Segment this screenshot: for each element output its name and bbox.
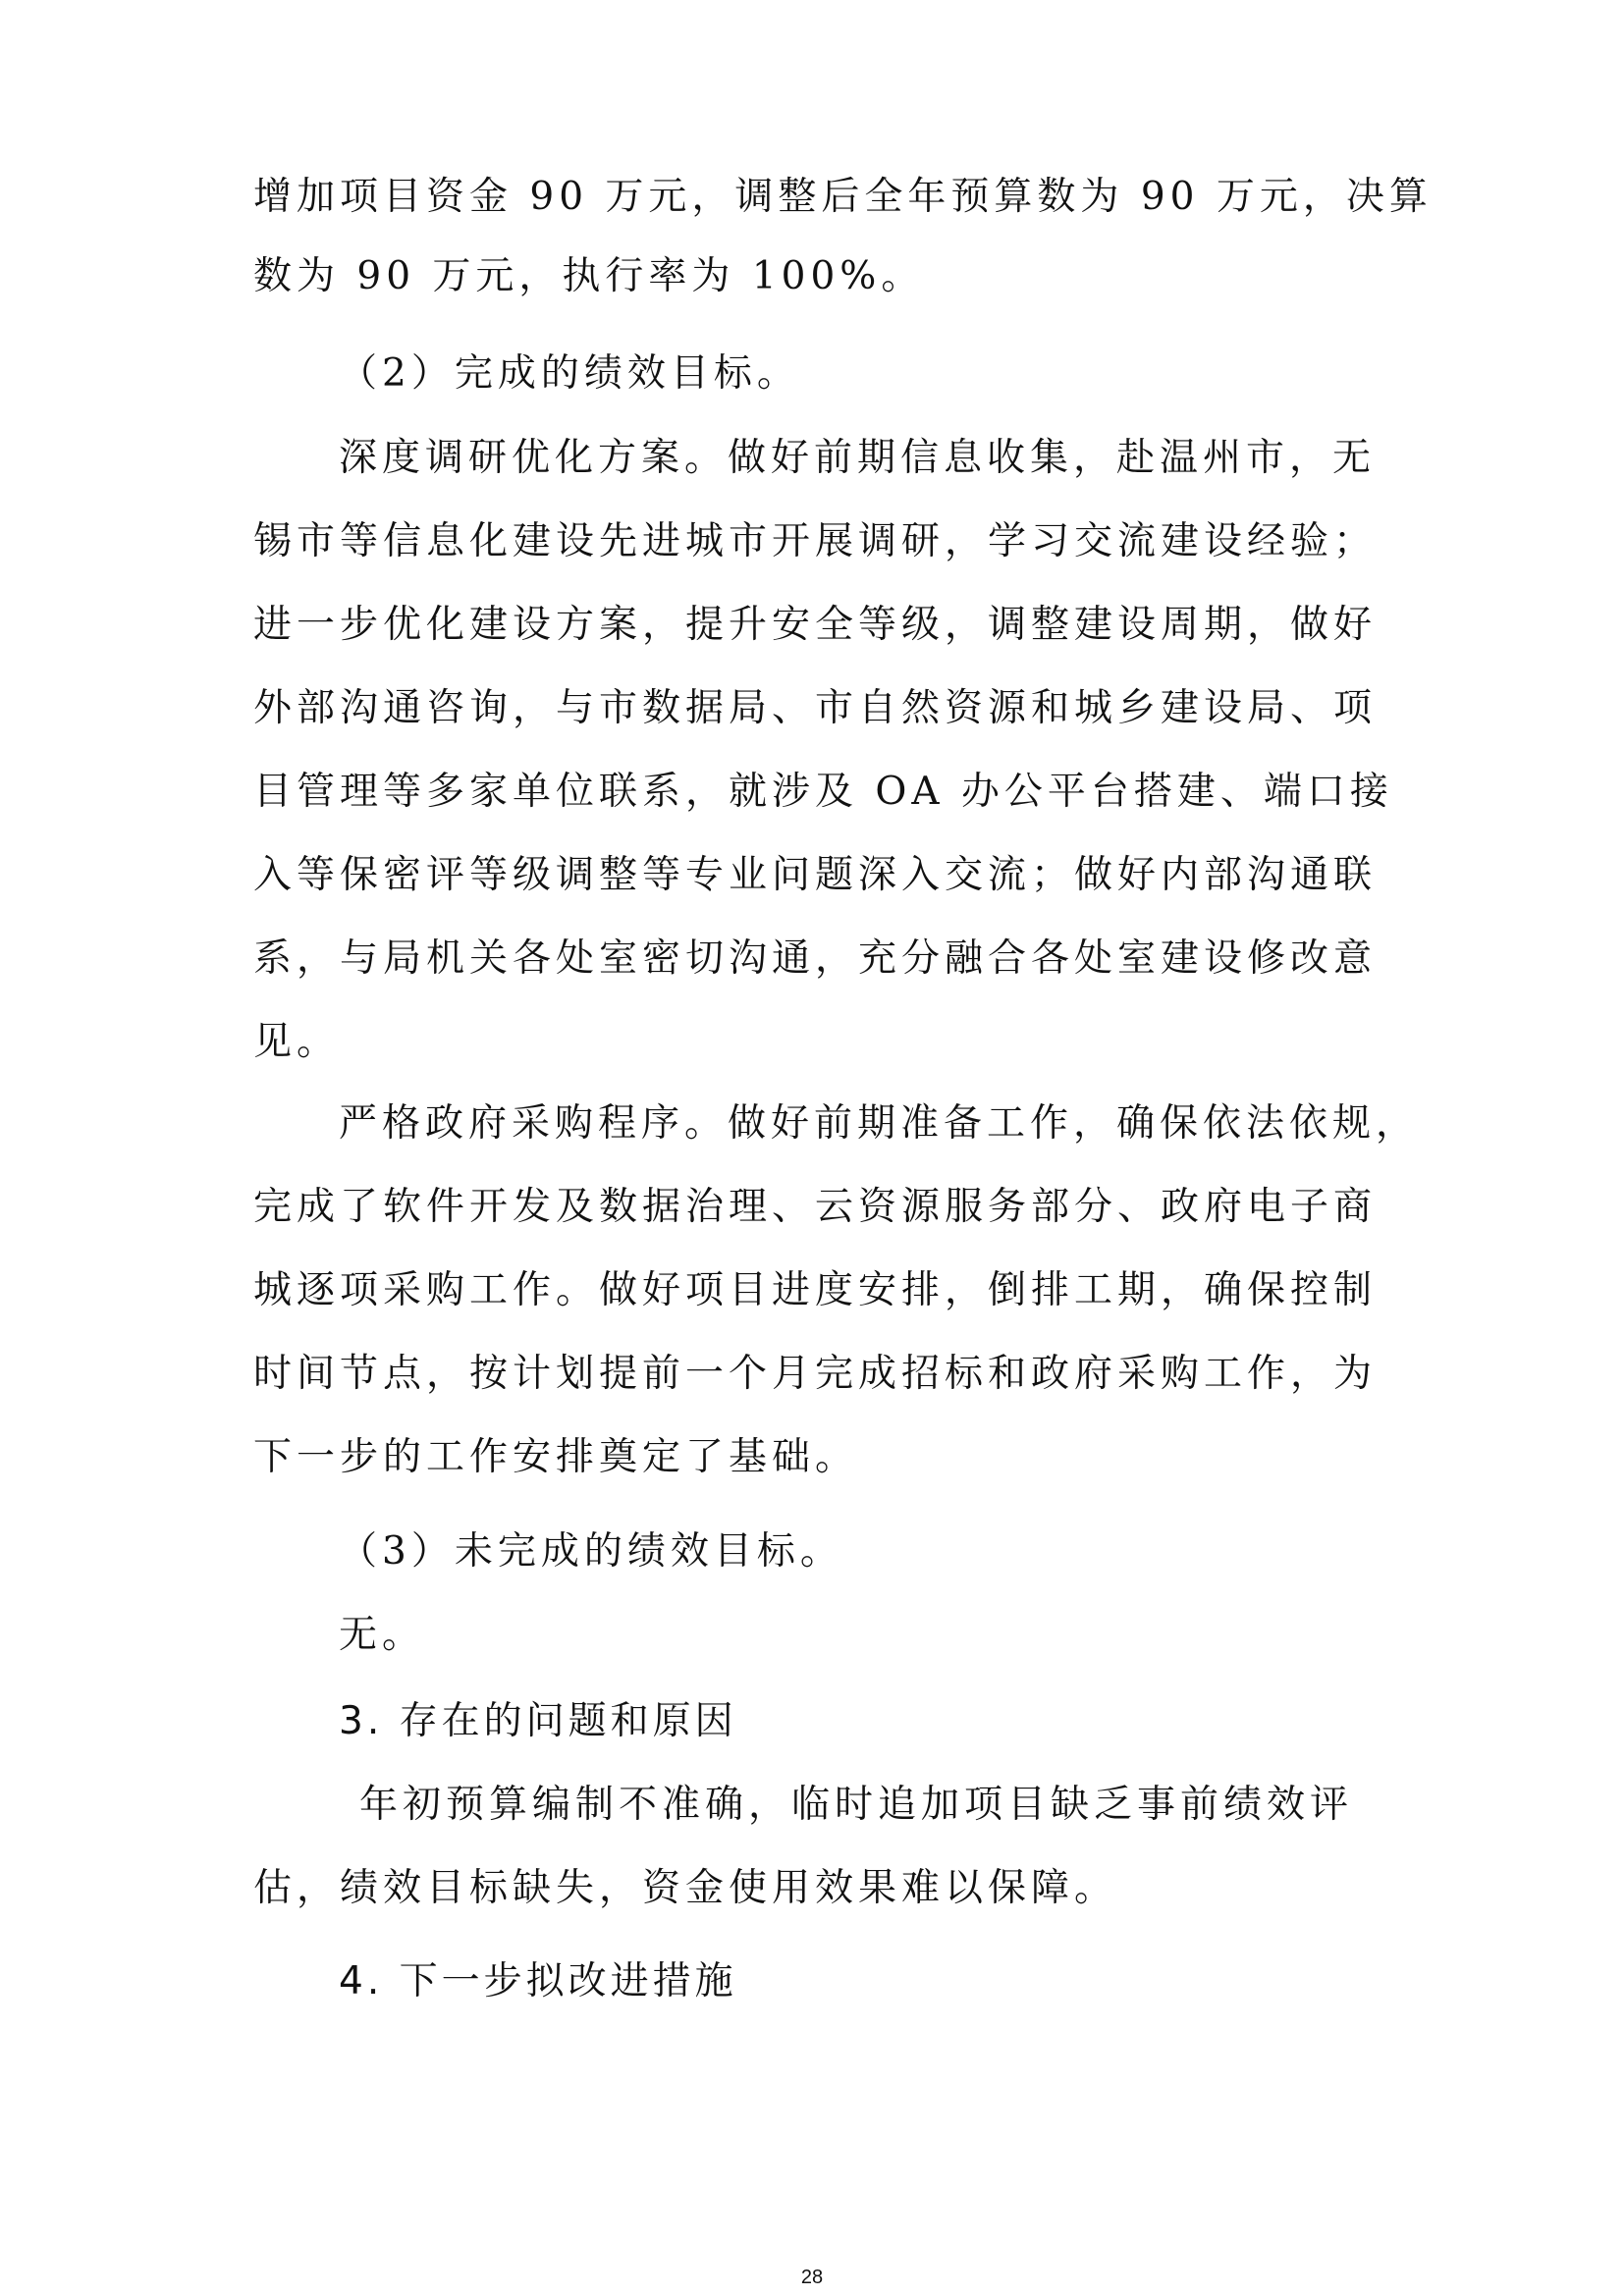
paragraph-line: 城逐项采购工作。做好项目进度安排，倒排工期，确保控制 xyxy=(253,1268,1378,1312)
paragraph-line: 见。 xyxy=(253,1020,341,1064)
paragraph-line: 外部沟通咨询，与市数据局、市自然资源和城乡建设局、项 xyxy=(253,686,1378,730)
subheading: （2）完成的绩效目标。 xyxy=(339,351,800,396)
paragraph-line: 时间节点，按计划提前一个月完成招标和政府采购工作，为 xyxy=(253,1352,1378,1396)
paragraph-line: 严格政府采购程序。做好前期准备工作，确保依法依规， xyxy=(339,1101,1420,1146)
section-heading: 4. 下一步拟改进措施 xyxy=(339,1959,737,2003)
paragraph-line: 估，绩效目标缺失，资金使用效果难以保障。 xyxy=(253,1866,1118,1910)
paragraph-line: 目管理等多家单位联系，就涉及 OA 办公平台搭建、端口接 xyxy=(253,770,1393,814)
section-heading: 3. 存在的问题和原因 xyxy=(339,1699,737,1743)
paragraph-line: 下一步的工作安排奠定了基础。 xyxy=(253,1435,859,1479)
paragraph-line: 入等保密评等级调整等专业问题深入交流；做好内部沟通联 xyxy=(253,853,1378,897)
page-number: 28 xyxy=(800,2267,824,2288)
paragraph-line: 深度调研优化方案。做好前期信息收集，赴温州市，无 xyxy=(339,436,1377,480)
paragraph-line: 增加项目资金 90 万元，调整后全年预算数为 90 万元，决算 xyxy=(253,175,1433,219)
subheading: （3）未完成的绩效目标。 xyxy=(339,1529,843,1574)
paragraph-line: 完成了软件开发及数据治理、云资源服务部分、政府电子商 xyxy=(253,1185,1378,1229)
paragraph-line: 锡市等信息化建设先进城市开展调研，学习交流建设经验； xyxy=(253,519,1378,563)
paragraph-line: 年初预算编制不准确，临时追加项目缺乏事前绩效评 xyxy=(359,1783,1354,1827)
paragraph-line: 进一步优化建设方案，提升安全等级，调整建设周期，做好 xyxy=(253,603,1378,647)
paragraph-line: 系，与局机关各处室密切沟通，充分融合各处室建设修改意 xyxy=(253,936,1378,981)
paragraph-line: 数为 90 万元，执行率为 100%。 xyxy=(253,254,925,298)
paragraph-line: 无。 xyxy=(339,1613,426,1657)
